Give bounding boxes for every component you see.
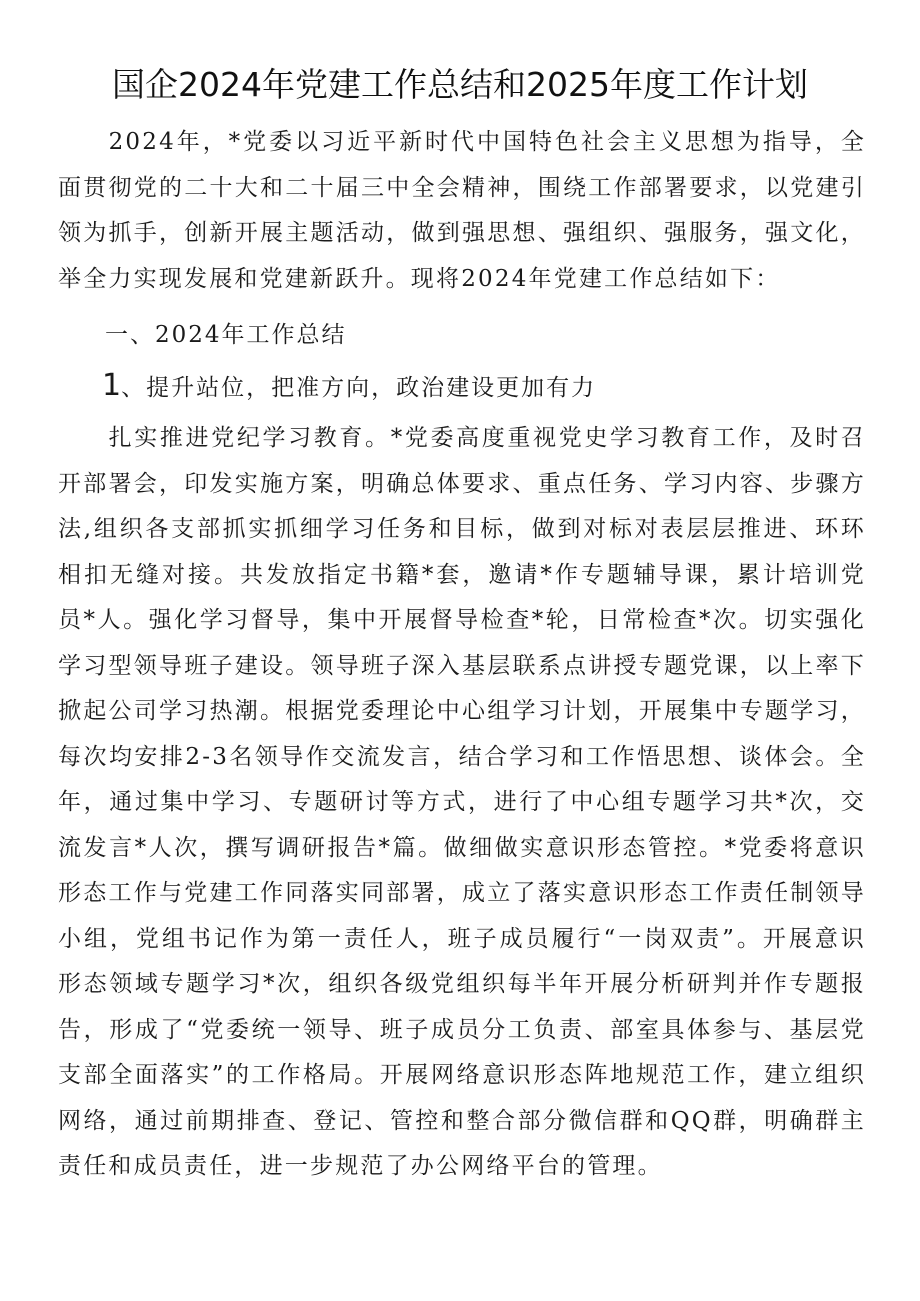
body-paragraph: 扎实推进党纪学习教育。*党委高度重视党史学习教育工作，及时召开部署会，印发实施方案，明确总体要求、重点任务、学习内容、步骤方法,组织各支部抓实抓细学习任务和目标，做到对标对表层层推进、环环相扣无缝对接。共发放指定书籍*套，邀请*作专题辅导课，累计培训党员*人。强化学习督导，集中开展督导检查*轮，日常检查*次。切实强化学习型领导班子建设。领导班子深入基层联系点讲授专题党课，以上率下掀起公司学习热潮。根据党委理论中心组学习计划，开展集中专题学习，每次均安排2-3名领导作交流发言，结合学习和工作悟思想、谈体会。全年，通过集中学习、专题研讨等方式，进行了中心组专题学习共*次，交流发言*人次，撰写调研报告*篇。做细做实意识形态管控。*党委将意识形态工作与党建工作同落实同部署，成立了落实意识形态工作责任制领导小组，党组书记作为第一责任人，班子成员履行“一岗双责”。开展意识形态领域专题学习*次，组织各级党组织每半年开展分析研判并作专题报告，形成了“党委统一领导、班子成员分工负责、部室具体参与、基层党支部全面落实”的工作格局。开展网络意识形态阵地规范工作，建立组织网络，通过前期排查、登记、管控和整合部分微信群和QQ群，明确群主责任和成员责任，进一步规范了办公网络平台的管理。 xyxy=(58,425,866,1179)
intro-paragraph: 2024年，*党委以习近平新时代中国特色社会主义思想为指导，全面贯彻党的二十大和二十届三中全会精神，围绕工作部署要求，以党建引领为抓手，创新开展主题活动，做到强思想、强组织、强服务，强文化，举全力实现发展和党建新跃升。现将2024年党建工作总结如下： xyxy=(58,129,866,292)
subsection-heading xyxy=(102,362,596,412)
section-heading: 一、2024年工作总结 xyxy=(105,322,347,348)
subsection-number: 1 xyxy=(102,368,122,403)
subsection-title: 、提升站位，把准方向，政治建设更加有力 xyxy=(121,375,597,401)
document-title: 国企2024年党建工作总结和2025年度工作计划 xyxy=(112,65,808,104)
